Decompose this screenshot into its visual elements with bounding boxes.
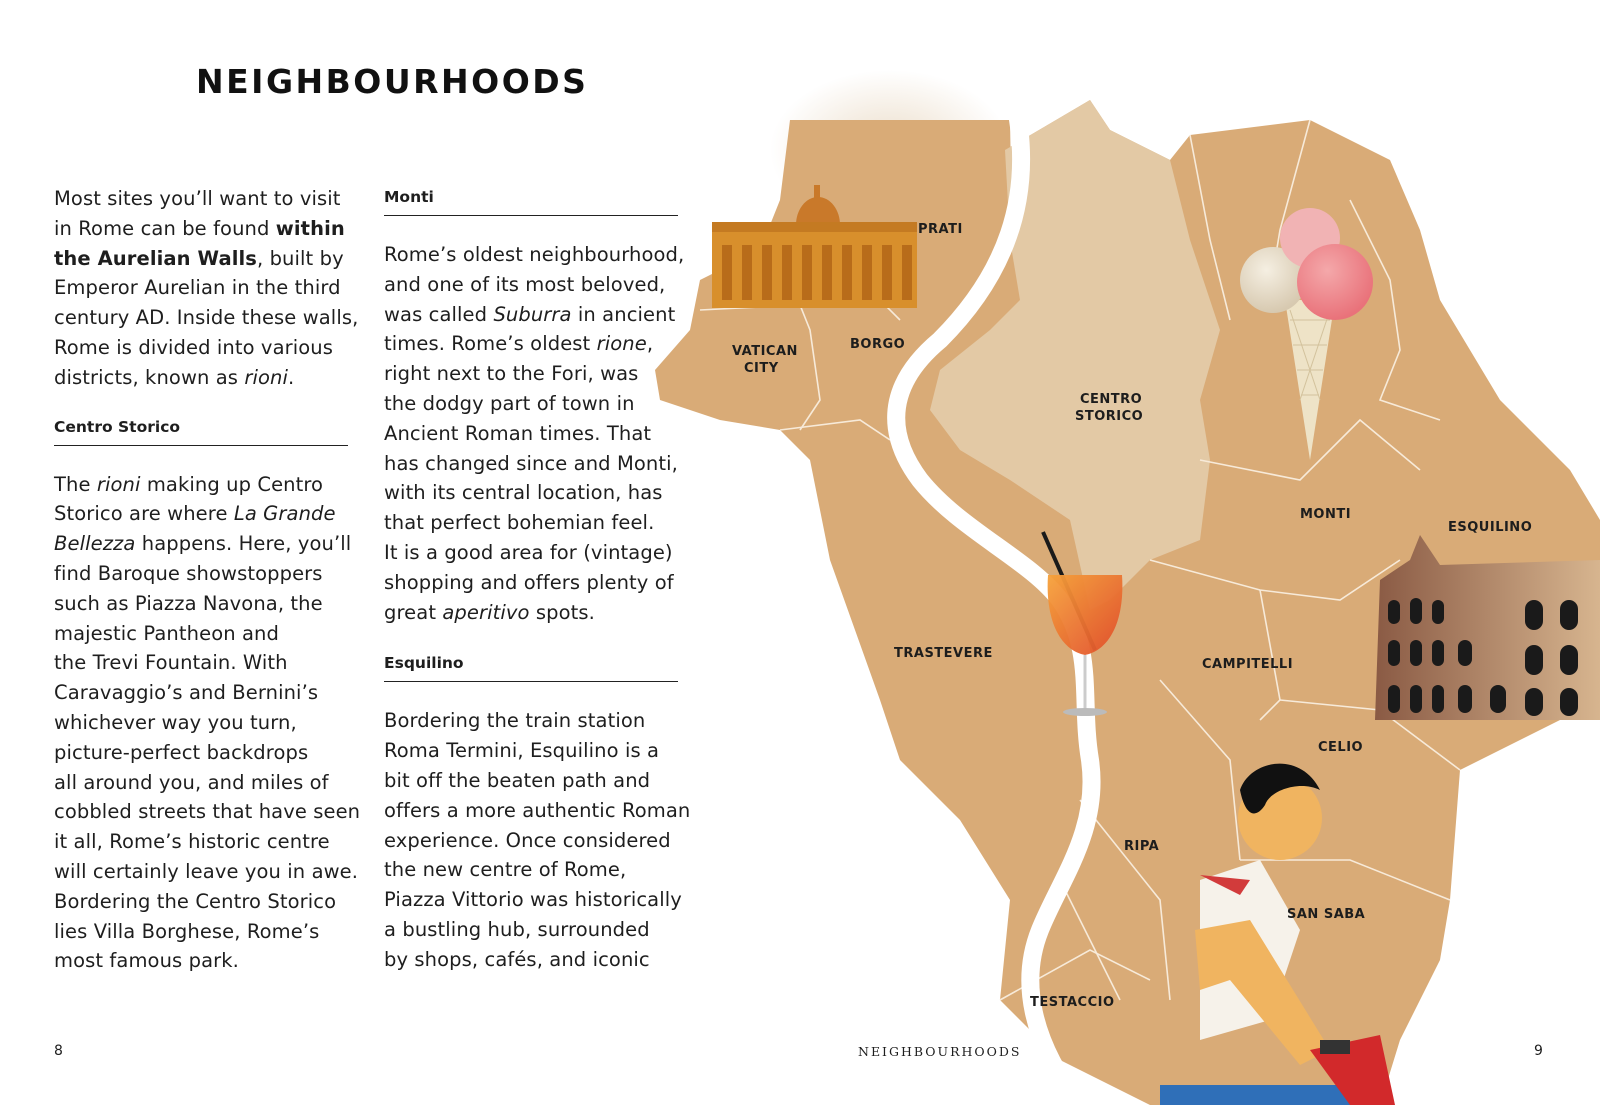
text-line: Bordering the Centro Storico xyxy=(54,889,337,913)
intro-paragraph xyxy=(54,184,359,393)
text-line: It is a good area for (vintage) xyxy=(384,540,673,564)
esquilino-paragraph xyxy=(384,706,691,974)
map-label-prati: PRATI xyxy=(918,222,963,237)
text-line: by shops, cafés, and iconic xyxy=(384,947,650,971)
text-line: was called Suburra in ancient xyxy=(384,302,676,326)
text-line: picture-perfect backdrops xyxy=(54,740,309,764)
centro-storico-paragraph xyxy=(54,470,361,977)
text-line: such as Piazza Navona, the xyxy=(54,591,323,615)
map-label-ripa: RIPA xyxy=(1124,839,1160,854)
text-line: find Baroque showstoppers xyxy=(54,561,323,585)
text-line: century AD. Inside these walls, xyxy=(54,306,359,330)
text-line: cobbled streets that have seen xyxy=(54,800,361,824)
running-head: NEIGHBOURHOODS xyxy=(858,1044,1022,1059)
text-line: with its central location, has xyxy=(384,481,663,505)
text-line: Bellezza happens. Here, you’ll xyxy=(54,532,352,556)
monti-heading: Monti xyxy=(384,188,678,216)
text-line: offers a more authentic Roman xyxy=(384,798,691,822)
text-line: districts, known as rioni. xyxy=(54,365,295,389)
map-label-testaccio: TESTACCIO xyxy=(1030,995,1115,1010)
text-line: Storico are where La Grande xyxy=(54,502,336,526)
text-line: will certainly leave you in awe. xyxy=(54,859,359,883)
page-number-left: 8 xyxy=(54,1043,63,1059)
text-line: whichever way you turn, xyxy=(54,710,297,734)
map-label-esquilino: ESQUILINO xyxy=(1448,520,1533,535)
centro-storico-heading: Centro Storico xyxy=(54,418,348,446)
page-title: NEIGHBOURHOODS xyxy=(196,62,589,101)
text-line: majestic Pantheon and xyxy=(54,621,279,645)
text-line: bit off the beaten path and xyxy=(384,768,651,792)
middle-column xyxy=(384,184,691,975)
text-line: Most sites you’ll want to visit xyxy=(54,187,341,210)
text-line: it all, Rome’s historic centre xyxy=(54,830,330,854)
text-line: the new centre of Rome, xyxy=(384,858,627,882)
map-label-vatican-city-2: CITY xyxy=(744,361,779,376)
monti-paragraph xyxy=(384,240,684,627)
map-label-vatican-city: VATICAN xyxy=(732,344,798,359)
text-line: the Trevi Fountain. With xyxy=(54,651,288,675)
text-line: right next to the Fori, was xyxy=(384,362,639,386)
text-line: Rome’s oldest neighbourhood, xyxy=(384,243,685,266)
text-line: Emperor Aurelian in the third xyxy=(54,276,341,300)
page-number-right: 9 xyxy=(1534,1043,1543,1059)
text-line: and one of its most beloved, xyxy=(384,272,666,296)
rome-neighbourhood-map xyxy=(640,60,1600,1105)
map-label-centro-storico: CENTRO xyxy=(1080,392,1143,407)
text-line: a bustling hub, surrounded xyxy=(384,917,650,941)
map-label-trastevere: TRASTEVERE xyxy=(894,646,993,661)
map-label-san-saba: SAN SABA xyxy=(1287,907,1366,922)
map-label-campitelli: CAMPITELLI xyxy=(1202,657,1294,672)
text-line: shopping and offers plenty of xyxy=(384,570,674,594)
text-line: experience. Once considered xyxy=(384,828,671,852)
text-line: most famous park. xyxy=(54,949,239,973)
text-line: in Rome can be found within xyxy=(54,216,345,240)
text-line: the dodgy part of town in xyxy=(384,391,635,415)
text-line: great aperitivo spots. xyxy=(384,600,595,624)
text-line: all around you, and miles of xyxy=(54,770,329,794)
text-line: Bordering the train station xyxy=(384,709,646,733)
map-label-borgo: BORGO xyxy=(850,337,906,352)
text-line: The rioni making up Centro xyxy=(54,472,324,496)
text-line: times. Rome’s oldest rione, xyxy=(384,332,654,356)
map-label-centro-storico-2: STORICO xyxy=(1075,409,1144,424)
text-line: the Aurelian Walls, built by xyxy=(54,246,344,270)
text-line: Ancient Roman times. That xyxy=(384,421,652,445)
text-line: Piazza Vittorio was historically xyxy=(384,888,682,912)
left-column xyxy=(54,184,361,976)
text-line: Roma Termini, Esquilino is a xyxy=(384,739,660,763)
map-label-celio: CELIO xyxy=(1318,740,1364,755)
map-label-monti: MONTI xyxy=(1300,507,1352,522)
text-line: lies Villa Borghese, Rome’s xyxy=(54,919,320,943)
text-line: has changed since and Monti, xyxy=(384,451,678,475)
text-line: that perfect bohemian feel. xyxy=(384,511,655,535)
text-line: Caravaggio’s and Bernini’s xyxy=(54,681,319,705)
esquilino-heading: Esquilino xyxy=(384,654,678,682)
text-line: Rome is divided into various xyxy=(54,335,333,359)
